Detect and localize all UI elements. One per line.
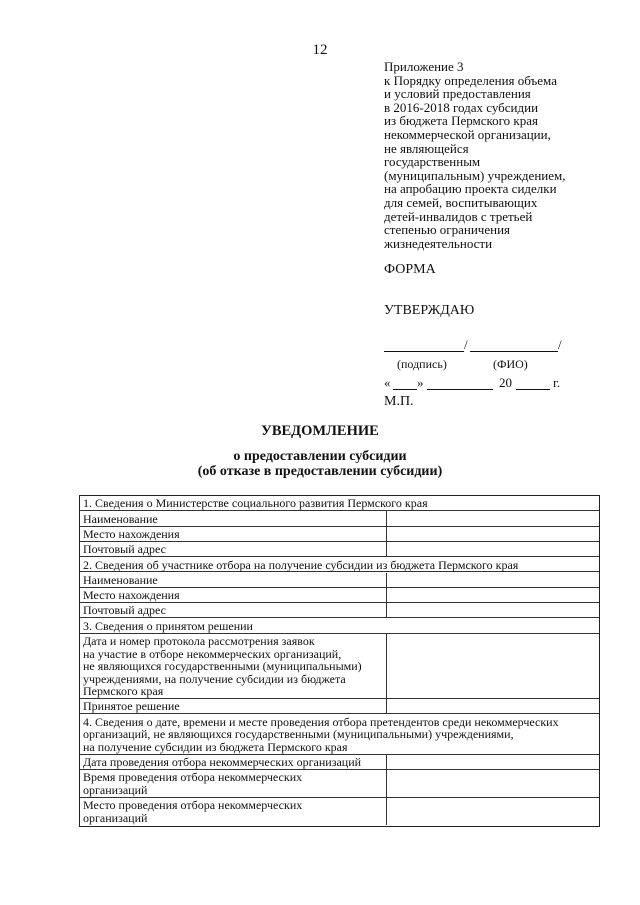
- signature-separator-1: /: [464, 337, 468, 352]
- table-section-heading: [83, 497, 428, 510]
- notice-title: УВЕДОМЛЕНИЕ: [261, 423, 379, 439]
- table-field-row: [80, 770, 599, 798]
- appendix-line: Приложение 3: [384, 59, 464, 74]
- table-label-line: Место нахождения: [83, 526, 180, 541]
- table-field-label: [83, 771, 302, 796]
- table-section-row: [80, 618, 599, 633]
- table-value-cell[interactable]: [386, 511, 387, 525]
- table-value-cell[interactable]: [386, 755, 387, 769]
- table-field-row: [80, 527, 599, 542]
- appendix-line: детей-инвалидов с третьей: [384, 208, 533, 224]
- table-label-line: 4. Сведения о дате, времени и месте проведения отбора претендентов среди некоммерческих: [83, 714, 559, 729]
- date-quote-open: «: [384, 375, 391, 390]
- table-label-line: Принятое решение: [83, 699, 180, 714]
- table-value-cell[interactable]: [386, 588, 387, 602]
- table-label-line: Место нахождения: [83, 588, 180, 603]
- notice-table: [79, 495, 600, 827]
- table-label-line: организаций, не являющихся государственными (муниципальными) учреждениями,: [83, 727, 514, 742]
- approve-label: УТВЕРЖДАЮ: [384, 303, 475, 318]
- table-field-label: [83, 513, 158, 526]
- table-value-cell[interactable]: [386, 573, 387, 587]
- table-field-label: [83, 756, 361, 769]
- date-month-line: [427, 389, 493, 390]
- table-label-line: Пермского края: [83, 684, 164, 699]
- signature-separator-2: /: [558, 337, 562, 352]
- table-value-cell[interactable]: [386, 603, 387, 617]
- table-label-line: Наименование: [83, 511, 158, 526]
- table-field-label: [83, 700, 180, 713]
- appendix-line: не являющейся: [384, 140, 469, 156]
- table-section-row: [80, 557, 599, 572]
- table-field-label: [83, 528, 180, 541]
- table-section-row: [80, 714, 599, 754]
- table-section-heading: [83, 716, 559, 754]
- table-label-line: организаций: [83, 810, 148, 825]
- appendix-line: некоммерческой организации,: [384, 126, 551, 142]
- appendix-line: к Порядку определения объема: [384, 72, 557, 88]
- table-field-label: [83, 543, 166, 556]
- table-field-label: [83, 589, 180, 602]
- table-section-heading: [83, 559, 518, 572]
- signature-line: [384, 351, 464, 352]
- appendix-line: степенью ограничения: [384, 222, 511, 238]
- table-value-cell[interactable]: [386, 634, 387, 698]
- table-field-label: [83, 604, 166, 617]
- table-field-label: [83, 574, 158, 587]
- table-value-cell[interactable]: [386, 770, 387, 797]
- seal-label: М.П.: [384, 394, 414, 409]
- table-field-row: [80, 755, 599, 770]
- fio-line: [470, 351, 558, 352]
- table-label-line: Время проведения отбора некоммерческих: [83, 770, 303, 785]
- table-field-row: [80, 603, 599, 618]
- appendix-line: государственным: [384, 154, 481, 170]
- table-label-line: организаций: [83, 782, 148, 797]
- table-label-line: Место проведения отбора некоммерческих: [83, 798, 303, 813]
- table-label-line: не являющихся государственными (муниципальными): [83, 659, 362, 674]
- date-year-suffix: г.: [553, 375, 561, 390]
- appendix-line: жизнедеятельности: [384, 235, 493, 251]
- appendix-line: (муниципальным) учреждением,: [384, 167, 566, 183]
- table-label-line: 3. Сведения о принятом решении: [83, 618, 253, 633]
- date-day-line: [393, 389, 417, 390]
- fio-caption: (ФИО): [493, 357, 528, 371]
- table-field-row: [80, 542, 599, 557]
- table-value-cell[interactable]: [386, 542, 387, 556]
- table-section-row: [80, 496, 599, 511]
- appendix-line: и условий предоставления: [384, 86, 531, 102]
- table-field-row: [80, 798, 599, 826]
- table-label-line: 1. Сведения о Министерстве социального развития Пермского края: [83, 496, 428, 511]
- table-label-line: Дата проведения отбора некоммерческих организаций: [83, 754, 362, 769]
- table-label-line: Почтовый адрес: [83, 603, 167, 618]
- page-number: 12: [312, 42, 328, 58]
- table-label-line: Дата и номер протокола рассмотрения заявок: [83, 634, 315, 649]
- table-value-cell[interactable]: [386, 699, 387, 713]
- table-field-row: [80, 699, 599, 714]
- table-section-heading: [83, 620, 253, 633]
- appendix-line: для семей, воспитывающих: [384, 194, 538, 210]
- date-year-line: [516, 389, 550, 390]
- table-field-row: [80, 634, 599, 699]
- table-label-line: на участие в отборе некоммерческих организаций,: [83, 646, 342, 661]
- date-quote-close: »: [417, 375, 424, 390]
- appendix-line: в 2016-2018 годах субсидии: [384, 99, 539, 115]
- date-year-prefix: 20: [499, 375, 512, 390]
- table-value-cell[interactable]: [386, 527, 387, 541]
- appendix-header: [384, 60, 614, 250]
- table-label-line: на получение субсидии из бюджета Пермского края: [83, 739, 348, 754]
- table-field-row: [80, 588, 599, 603]
- appendix-line: на апробацию проекта сиделки: [384, 181, 557, 197]
- table-label-line: 2. Сведения об участнике отбора на получение субсидии из бюджета Пермского края: [83, 557, 519, 572]
- table-field-label: [83, 799, 302, 824]
- table-field-row: [80, 511, 599, 526]
- notice-subtitle-refusal: (об отказе в предоставлении субсидии): [197, 464, 443, 479]
- table-label-line: учреждениями, на получение субсидии из бюджета: [83, 671, 346, 686]
- table-label-line: Наименование: [83, 572, 158, 587]
- appendix-line: из бюджета Пермского края: [384, 113, 539, 129]
- form-label: ФОРМА: [384, 262, 436, 277]
- table-field-label: [83, 635, 362, 698]
- table-value-cell[interactable]: [386, 798, 387, 826]
- table-field-row: [80, 573, 599, 588]
- notice-subtitle-grant: о предоставлении субсидии: [233, 449, 407, 464]
- table-label-line: Почтовый адрес: [83, 542, 167, 557]
- signature-caption: (подпись): [397, 357, 447, 371]
